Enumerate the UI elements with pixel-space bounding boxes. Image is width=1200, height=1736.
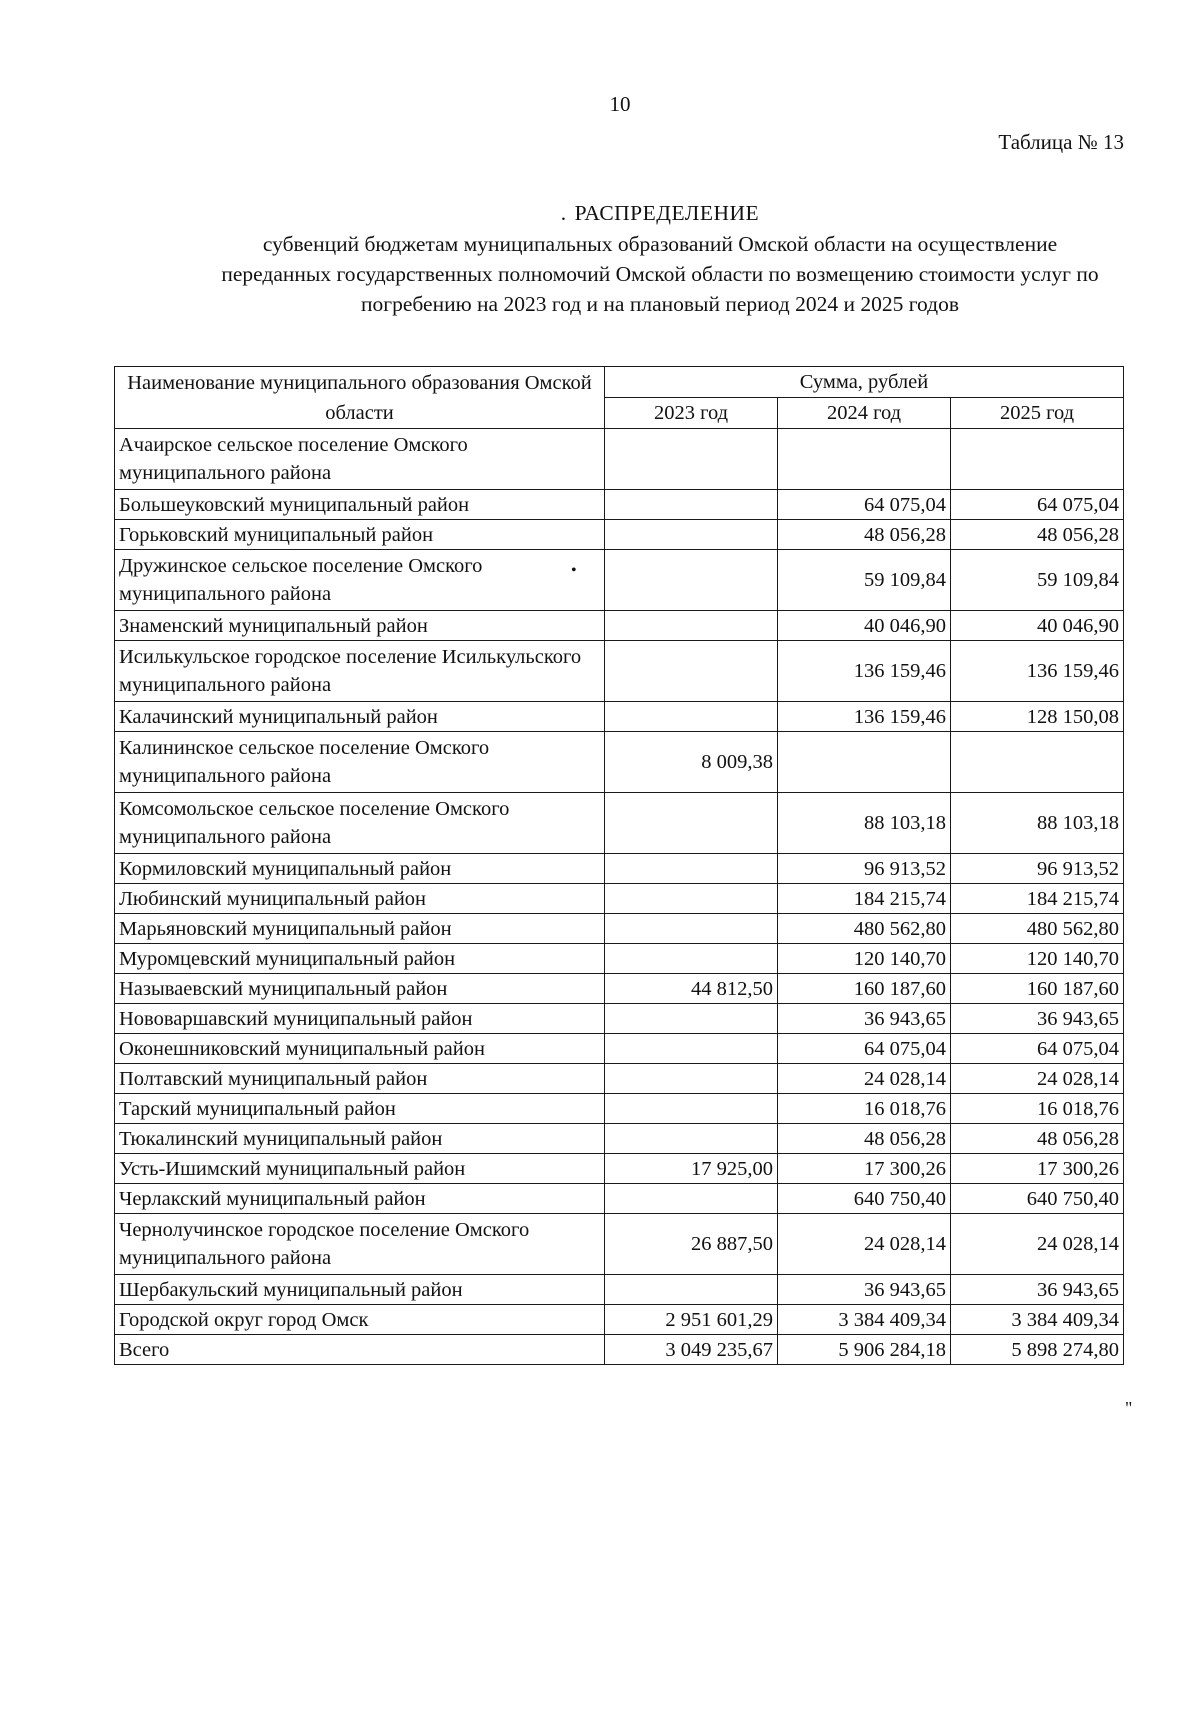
municipality-name-cell: Кормиловский муниципальный район [115,854,605,884]
amount-2025-cell: 36 943,65 [951,1275,1124,1305]
municipality-name-cell: Чернолучинское городское поселение Омского муниципального района [115,1214,605,1275]
amount-2025-cell: 96 913,52 [951,854,1124,884]
amount-2023-cell: 26 887,50 [605,1214,778,1275]
amount-2023-cell [605,1094,778,1124]
amount-2024-cell: 120 140,70 [778,944,951,974]
sum-column-header: Сумма, рублей [605,367,1124,398]
year-2025-header: 2025 год [951,398,1124,429]
table-row [115,1305,1124,1335]
table-row [115,732,1124,793]
amount-2024-cell: 16 018,76 [778,1094,951,1124]
amount-2023-cell [605,611,778,641]
municipality-name-cell: Усть-Ишимский муниципальный район [115,1154,605,1184]
amount-2025-cell: 40 046,90 [951,611,1124,641]
title-subtitle-line-1: субвенций бюджетам муниципальных образований Омской области на осуществление [262,232,1058,256]
stray-dot-mark: • [571,562,577,579]
amount-2024-cell: 480 562,80 [778,914,951,944]
amount-2025-cell: 136 159,46 [951,641,1124,702]
title-heading: . РАСПРЕДЕЛЕНИЕ [560,201,760,225]
amount-2025-cell: 88 103,18 [951,793,1124,854]
municipality-name-cell: Черлакский муниципальный район [115,1184,605,1214]
amount-2025-cell: 184 215,74 [951,884,1124,914]
table-row [115,914,1124,944]
amount-2025-cell: 64 075,04 [951,490,1124,520]
municipality-name-cell: Полтавский муниципальный район [115,1064,605,1094]
amount-2025-cell: 160 187,60 [951,974,1124,1004]
document-title [80,198,1200,319]
amount-2025-cell: 3 384 409,34 [951,1305,1124,1335]
amount-2025-cell: 480 562,80 [951,914,1124,944]
table-row [115,1004,1124,1034]
table-row [115,884,1124,914]
title-subtitle-line-3: погребению на 2023 год и на плановый период 2024 и 2025 годов [361,292,959,316]
table-row [115,702,1124,732]
amount-2024-cell: 17 300,26 [778,1154,951,1184]
table-row [115,1034,1124,1064]
amount-2024-cell: 36 943,65 [778,1004,951,1034]
table-row [115,520,1124,550]
municipality-column-header: Наименование муниципального образования Омской области [115,367,605,429]
amount-2023-cell [605,944,778,974]
amount-2023-cell: 8 009,38 [605,732,778,793]
amount-2024-cell: 36 943,65 [778,1275,951,1305]
table-row [115,1124,1124,1154]
table-row [115,854,1124,884]
table-row [115,641,1124,702]
table-row [115,611,1124,641]
amount-2023-cell [605,884,778,914]
municipality-name-cell: Калининское сельское поселение Омского муниципального района [115,732,605,793]
amount-2023-cell [605,1064,778,1094]
amount-2023-cell: 3 049 235,67 [605,1335,778,1365]
amount-2025-cell: 48 056,28 [951,520,1124,550]
amount-2025-cell: 48 056,28 [951,1124,1124,1154]
municipality-name-cell: Калачинский муниципальный район [115,702,605,732]
amount-2023-cell [605,914,778,944]
amount-2025-cell: 16 018,76 [951,1094,1124,1124]
amount-2023-cell: 44 812,50 [605,974,778,1004]
title-heading-text: РАСПРЕДЕЛЕНИЕ [574,201,760,225]
amount-2024-cell: 136 159,46 [778,702,951,732]
municipality-name-cell: Муромцевский муниципальный район [115,944,605,974]
amount-2024-cell: 5 906 284,18 [778,1335,951,1365]
municipality-name-cell: Любинский муниципальный район [115,884,605,914]
table-row [115,1214,1124,1275]
amount-2025-cell: 17 300,26 [951,1154,1124,1184]
amount-2025-cell: 24 028,14 [951,1214,1124,1275]
table-label: Таблица № 13 [998,130,1124,154]
table-row [115,1335,1124,1365]
amount-2023-cell [605,793,778,854]
municipality-name-cell: Марьяновский муниципальный район [115,914,605,944]
amount-2023-cell [605,1275,778,1305]
amount-2025-cell: 24 028,14 [951,1064,1124,1094]
municipality-name-cell: Нововаршавский муниципальный район [115,1004,605,1034]
amount-2024-cell: 64 075,04 [778,1034,951,1064]
amount-2024-cell: 184 215,74 [778,884,951,914]
amount-2023-cell: 17 925,00 [605,1154,778,1184]
amount-2023-cell [605,520,778,550]
municipality-name-cell: Знаменский муниципальный район [115,611,605,641]
amount-2024-cell: 48 056,28 [778,1124,951,1154]
amount-2024-cell: 59 109,84 [778,550,951,611]
municipality-name-cell: Шербакульский муниципальный район [115,1275,605,1305]
table-row [115,1275,1124,1305]
municipality-name-cell: Называевский муниципальный район [115,974,605,1004]
amount-2024-cell: 24 028,14 [778,1064,951,1094]
municipality-name-cell: Дружинское сельское поселение Омского муниципального района [115,550,605,611]
amount-2025-cell [951,732,1124,793]
amount-2024-cell: 136 159,46 [778,641,951,702]
year-2023-header: 2023 год [605,398,778,429]
title-subtitle-line-2: переданных государственных полномочий Омской области по возмещению стоимости услуг по [221,262,1099,286]
amount-2023-cell [605,1124,778,1154]
municipality-name-cell: Оконешниковский муниципальный район [115,1034,605,1064]
amount-2023-cell [605,550,778,611]
closing-quote-mark: " [1125,1398,1133,1418]
amount-2023-cell [605,1184,778,1214]
municipality-name-cell: Городской округ город Омск [115,1305,605,1335]
amount-2024-cell [778,732,951,793]
municipality-name-cell: Комсомольское сельское поселение Омского муниципального района [115,793,605,854]
amount-2024-cell: 64 075,04 [778,490,951,520]
table-body [115,429,1124,1365]
amount-2025-cell: 5 898 274,80 [951,1335,1124,1365]
municipality-name-cell: Ачаирское сельское поселение Омского муниципального района [115,429,605,490]
amount-2025-cell: 59 109,84 [951,550,1124,611]
municipality-name-cell: Всего [115,1335,605,1365]
amount-2025-cell: 64 075,04 [951,1034,1124,1064]
page-number: 10 [609,92,631,116]
amount-2024-cell: 40 046,90 [778,611,951,641]
municipality-name-cell: Большеуковский муниципальный район [115,490,605,520]
amount-2024-cell: 160 187,60 [778,974,951,1004]
table-row [115,1184,1124,1214]
amount-2023-cell [605,854,778,884]
amount-2023-cell [605,1034,778,1064]
amount-2024-cell: 48 056,28 [778,520,951,550]
table-row [115,1154,1124,1184]
amount-2024-cell [778,429,951,490]
amount-2023-cell [605,641,778,702]
table-row [115,490,1124,520]
amount-2025-cell [951,429,1124,490]
amount-2024-cell: 640 750,40 [778,1184,951,1214]
amount-2023-cell [605,1004,778,1034]
table-row [115,944,1124,974]
amount-2024-cell: 96 913,52 [778,854,951,884]
table-row [115,429,1124,490]
table-row [115,550,1124,611]
distribution-table [114,366,1124,1365]
amount-2023-cell [605,429,778,490]
table-row [115,793,1124,854]
amount-2024-cell: 24 028,14 [778,1214,951,1275]
amount-2025-cell: 36 943,65 [951,1004,1124,1034]
amount-2024-cell: 3 384 409,34 [778,1305,951,1335]
table-row [115,1064,1124,1094]
amount-2024-cell: 88 103,18 [778,793,951,854]
amount-2025-cell: 640 750,40 [951,1184,1124,1214]
amount-2023-cell: 2 951 601,29 [605,1305,778,1335]
municipality-name-cell: Тарский муниципальный район [115,1094,605,1124]
amount-2025-cell: 128 150,08 [951,702,1124,732]
amount-2023-cell [605,702,778,732]
amount-2025-cell: 120 140,70 [951,944,1124,974]
municipality-name-cell: Тюкалинский муниципальный район [115,1124,605,1154]
municipality-name-cell: Исилькульское городское поселение Исилькульского муниципального района [115,641,605,702]
table-row [115,1094,1124,1124]
amount-2023-cell [605,490,778,520]
table-row [115,974,1124,1004]
municipality-name-cell: Горьковский муниципальный район [115,520,605,550]
year-2024-header: 2024 год [778,398,951,429]
